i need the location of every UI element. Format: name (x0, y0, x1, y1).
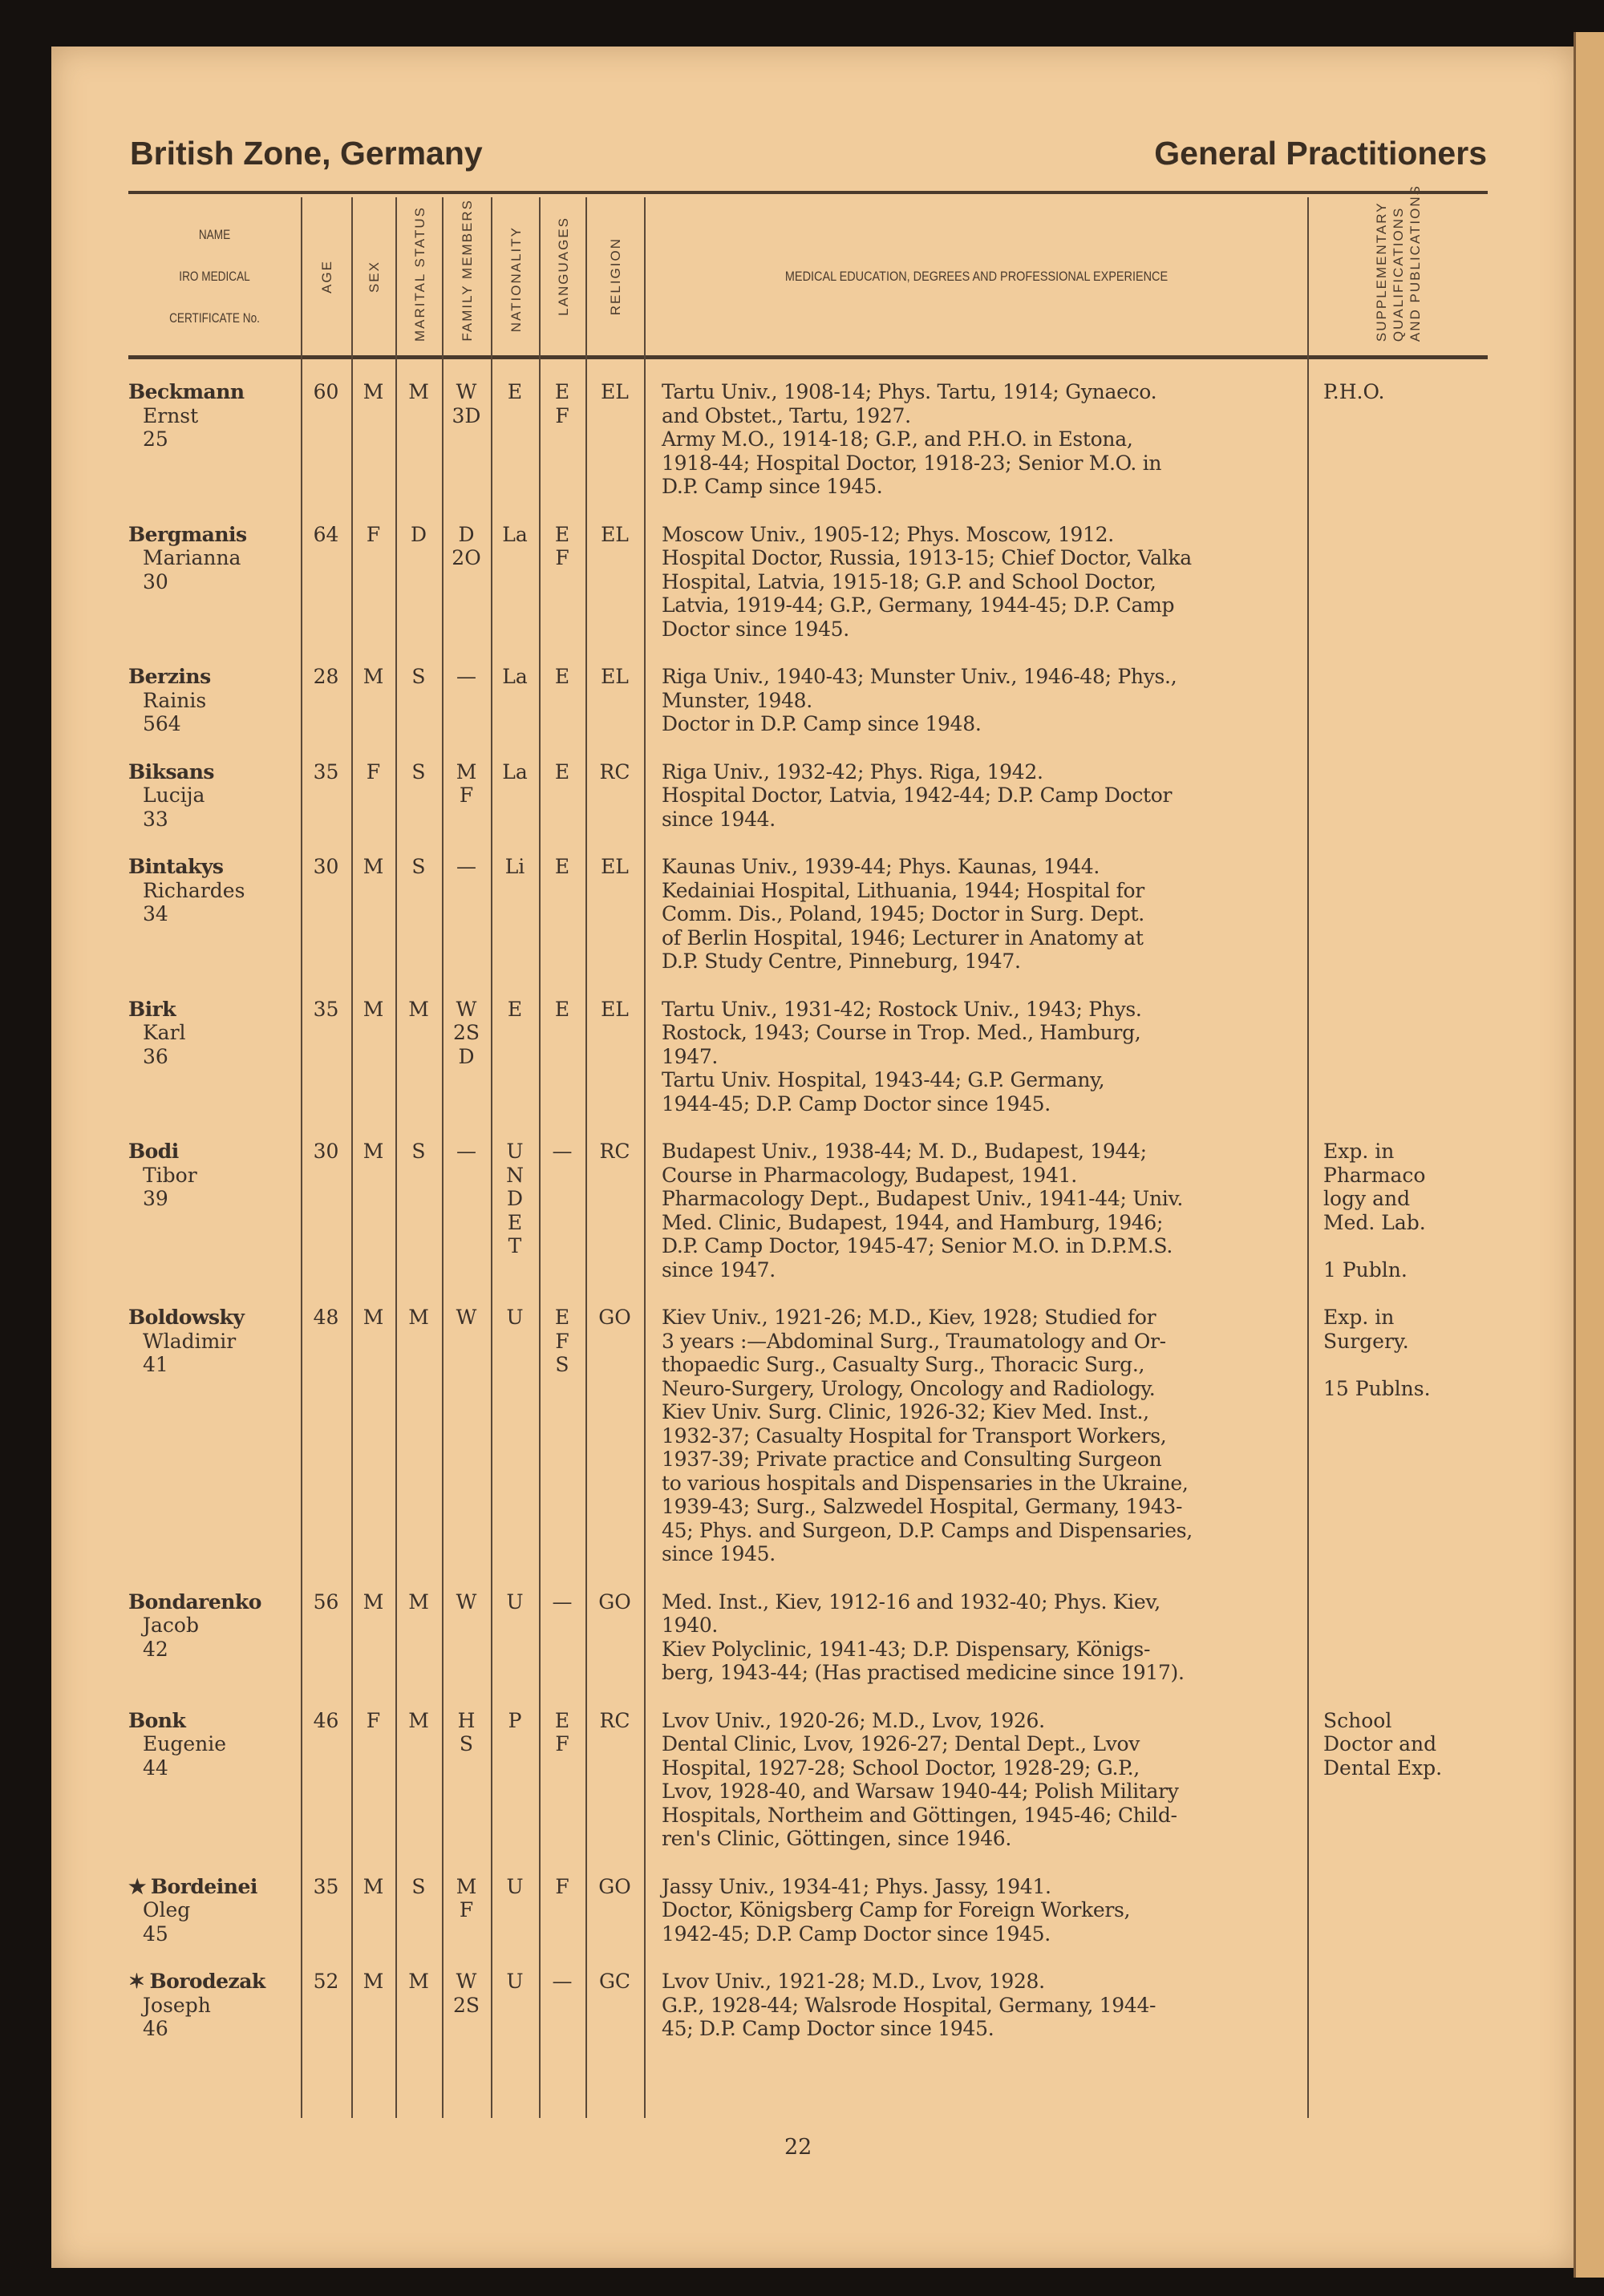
surname-text: Bonk (128, 1708, 186, 1732)
experience-line: since 1944. (662, 807, 776, 831)
column-header-name-line: CERTIFICATE No. (169, 310, 260, 326)
column-header-name (146, 197, 284, 356)
supplementary-cell: Exp. in Pharmaco logy and Med. Lab. 1 Publn. (1323, 1140, 1426, 1282)
religion-cell: GC (598, 1970, 631, 1993)
religion-cell: EL (601, 855, 629, 878)
name-cell (128, 760, 301, 832)
nationality-cell: P (508, 1708, 522, 1732)
experience-line: Army M.O., 1914-18; G.P., and P.H.O. in Estona, (662, 427, 1133, 451)
surname (128, 1590, 301, 1614)
marital-status-cell: M (408, 1306, 429, 1329)
experience-cell (644, 760, 1307, 832)
religion-cell: RC (599, 1708, 630, 1732)
name-cell (128, 1306, 301, 1566)
experience-line: Lvov Univ., 1921-28; M.D., Lvov, 1928. (662, 1970, 1045, 1993)
languages-cell: F (555, 1874, 569, 1898)
experience-cell (644, 1590, 1307, 1685)
sex-cell: M (363, 1140, 384, 1163)
experience-line: D.P. Study Centre, Pinneburg, 1947. (662, 950, 1021, 973)
certificate-number: 36 (143, 1044, 168, 1068)
surname (128, 998, 301, 1022)
experience-line: Dental Clinic, Lvov, 1926-27; Dental Dept., Lvov (662, 1732, 1140, 1755)
table-row (128, 998, 1488, 1140)
name-cell (128, 855, 301, 974)
marital-status-cell: S (411, 665, 426, 688)
table-row (128, 1875, 1488, 1970)
surname (128, 380, 301, 404)
experience-line: Tartu Univ., 1908-14; Phys. Tartu, 1914; Gynaeco. (662, 380, 1157, 403)
experience-line: D.P. Camp since 1945. (662, 475, 883, 498)
family-members-cell: D 2O (452, 522, 481, 569)
column-header-sex (353, 197, 395, 356)
experience-line: Hospital Doctor, Russia, 1913-15; Chief Doctor, Valka (662, 546, 1192, 569)
table-row (128, 1970, 1488, 2065)
certificate-number: 25 (143, 427, 168, 451)
experience-line: Comm. Dis., Poland, 1945; Doctor in Surg. Dept. (662, 902, 1144, 925)
family-members-cell: W 2S (452, 1970, 480, 2017)
family-members-cell: — (456, 855, 476, 878)
experience-line: 1940. (662, 1614, 719, 1637)
age-cell: 30 (313, 1140, 339, 1163)
sex-cell: M (363, 1970, 384, 1993)
nationality-cell: Li (504, 855, 525, 878)
supplementary-cell (1307, 760, 1488, 832)
column-header-religion (587, 197, 644, 356)
surname (128, 1970, 301, 1994)
table-row (128, 760, 1488, 856)
experience-line: Jassy Univ., 1934-41; Phys. Jassy, 1941. (662, 1874, 1051, 1898)
given-name: Tibor (143, 1163, 197, 1187)
top-rule (128, 191, 1488, 194)
column-header-languages (541, 197, 585, 356)
region-title: British Zone, Germany (130, 135, 483, 172)
experience-line: 1942-45; D.P. Camp Doctor since 1945. (662, 1921, 1051, 1946)
experience-line: since 1945. (662, 1542, 776, 1565)
sex-cell: M (363, 997, 384, 1021)
surname-text: Bordeinei (150, 1874, 257, 1898)
marital-status-cell: M (408, 1708, 429, 1732)
given-name: Eugenie (143, 1732, 227, 1755)
column-header-nationality-label: NATIONALITY (508, 225, 524, 332)
experience-line: Kiev Univ. Surg. Clinic, 1926-32; Kiev Med. Inst., (662, 1400, 1149, 1423)
languages-cell: E F (554, 1708, 570, 1755)
experience-line: Rostock, 1943; Course in Trop. Med., Hamburg, (662, 1021, 1141, 1044)
experience-line: 45; D.P. Camp Doctor since 1945. (662, 2017, 994, 2040)
experience-line: Doctor, Königsberg Camp for Foreign Workers, (662, 1898, 1131, 1921)
star-marker-icon: ★ (128, 1874, 146, 1898)
page-number: 22 (784, 2135, 812, 2160)
religion-cell: GO (598, 1589, 631, 1614)
nationality-cell: U (506, 1589, 524, 1614)
name-cell (128, 998, 301, 1116)
supplementary-cell: Exp. in Surgery. 15 Publns. (1323, 1306, 1431, 1400)
marital-status-cell: S (411, 1140, 426, 1163)
certificate-number: 564 (143, 712, 181, 735)
name-cell (128, 1590, 301, 1685)
languages-cell: — (552, 1140, 573, 1163)
table-row (128, 665, 1488, 760)
given-name: Oleg (143, 1898, 191, 1921)
experience-line: Hospitals, Northeim and Göttingen, 1945-46; Child- (662, 1803, 1177, 1827)
nationality-cell: U (506, 1874, 524, 1898)
column-header-supplementary-label: SUPPLEMENTARY QUALIFICATIONS AND PUBLICATIONS (1374, 184, 1423, 342)
sex-cell: M (363, 1874, 384, 1898)
experience-line: Doctor in D.P. Camp since 1948. (662, 712, 982, 735)
column-header-age (302, 197, 351, 356)
marital-status-cell: M (408, 997, 429, 1021)
surname (128, 523, 301, 547)
experience-line: 3 years :—Abdominal Surg., Traumatology and Or- (662, 1329, 1166, 1353)
experience-line: Kedainiai Hospital, Lithuania, 1944; Hospital for (662, 878, 1144, 902)
column-header-name-line: NAME (198, 227, 231, 242)
column-header-languages-label: LANGUAGES (555, 217, 571, 316)
column-header-education (695, 197, 1258, 356)
experience-cell (644, 1709, 1307, 1851)
experience-line: Hospital Doctor, Latvia, 1942-44; D.P. Camp Doctor (662, 784, 1173, 807)
experience-cell (644, 1875, 1307, 1946)
languages-cell: — (552, 1970, 573, 1993)
marital-status-cell: S (411, 855, 426, 878)
age-cell: 46 (313, 1708, 339, 1732)
certificate-number: 33 (143, 807, 168, 831)
nationality-cell: E (507, 380, 523, 403)
column-header-age-label: AGE (319, 260, 334, 294)
languages-cell: E (554, 665, 570, 688)
supplementary-cell (1307, 1590, 1488, 1685)
column-header-name-line: IRO MEDICAL (179, 269, 250, 284)
age-cell: 60 (313, 380, 339, 403)
column-header-family (444, 197, 491, 356)
religion-cell: RC (599, 1140, 630, 1163)
nationality-cell: U N D E T (506, 1140, 524, 1257)
sex-cell: M (363, 855, 384, 878)
name-cell (128, 1709, 301, 1851)
languages-cell: E (554, 759, 570, 784)
surname-text: Bodi (128, 1140, 179, 1163)
experience-line: ren's Clinic, Göttingen, since 1946. (662, 1827, 1012, 1850)
sex-cell: M (363, 380, 384, 403)
experience-line: 1939-43; Surg., Salzwedel Hospital, Germany, 1943- (662, 1495, 1183, 1518)
experience-line: Pharmacology Dept., Budapest Univ., 1941-44; Univ. (662, 1187, 1183, 1210)
languages-cell: E F (554, 522, 570, 569)
table-row (128, 855, 1488, 998)
sex-cell: M (363, 665, 384, 688)
experience-line: and Obstet., Tartu, 1927. (662, 403, 911, 427)
marital-status-cell: M (408, 380, 429, 403)
surname (128, 1709, 301, 1733)
given-name: Marianna (143, 546, 241, 569)
experience-line: Kiev Univ., 1921-26; M.D., Kiev, 1928; Studied for (662, 1306, 1156, 1329)
experience-line: Tartu Univ., 1931-42; Rostock Univ., 1943; Phys. (662, 997, 1142, 1021)
table-row (128, 1306, 1488, 1590)
religion-cell: EL (601, 997, 629, 1021)
experience-line: since 1947. (662, 1257, 776, 1282)
experience-line: Med. Inst., Kiev, 1912-16 and 1932-40; Phys. Kiev, (662, 1589, 1160, 1614)
experience-cell (644, 1970, 1307, 2041)
experience-cell (644, 665, 1307, 736)
experience-line: Riga Univ., 1932-42; Phys. Riga, 1942. (662, 759, 1043, 784)
column-header-marital-label: MARITAL STATUS (411, 205, 427, 342)
given-name: Jacob (143, 1614, 199, 1637)
religion-cell: EL (601, 665, 629, 688)
experience-line: 1918-44; Hospital Doctor, 1918-23; Senior M.O. in (662, 451, 1162, 475)
family-members-cell: — (456, 1140, 476, 1163)
experience-cell (644, 523, 1307, 642)
experience-cell (644, 1306, 1307, 1566)
given-name: Wladimir (143, 1329, 237, 1353)
given-name: Rainis (143, 688, 207, 712)
experience-line: thopaedic Surg., Casualty Surg., Thoracic Surg., (662, 1353, 1145, 1376)
supplementary-cell (1307, 1970, 1488, 2041)
nationality-cell: La (502, 665, 528, 688)
supplementary-cell (1307, 998, 1488, 1116)
family-members-cell: — (456, 665, 476, 688)
marital-status-cell: S (411, 759, 426, 784)
languages-cell: — (552, 1589, 573, 1614)
certificate-number: 44 (143, 1755, 168, 1780)
languages-cell: E F S (554, 1306, 570, 1376)
column-header-marital (397, 197, 442, 356)
experience-line: Tartu Univ. Hospital, 1943-44; G.P. Germany, (662, 1068, 1105, 1091)
experience-line: 1944-45; D.P. Camp Doctor since 1945. (662, 1091, 1051, 1116)
name-cell (128, 1875, 301, 1946)
nationality-cell: E (507, 997, 523, 1021)
experience-line: to various hospitals and Dispensaries in the Ukraine, (662, 1471, 1189, 1495)
marital-status-cell: S (411, 1874, 426, 1898)
sex-cell: F (366, 1708, 381, 1732)
experience-line: Course in Pharmacology, Budapest, 1941. (662, 1163, 1077, 1187)
nationality-cell: La (502, 522, 528, 546)
surname-text: Bondarenko (128, 1589, 261, 1614)
experience-line: 1947. (662, 1044, 719, 1068)
experience-line: Budapest Univ., 1938-44; M. D., Budapest, 1944; (662, 1140, 1147, 1163)
experience-line: Neuro-Surgery, Urology, Oncology and Radiology. (662, 1376, 1156, 1400)
age-cell: 52 (313, 1970, 339, 1993)
experience-line: Lvov, 1928-40, and Warsaw 1940-44; Polish Military (662, 1780, 1179, 1803)
certificate-number: 34 (143, 902, 168, 925)
age-cell: 48 (313, 1306, 339, 1329)
certificate-number: 41 (143, 1353, 168, 1376)
name-cell (128, 523, 301, 642)
experience-cell (644, 855, 1307, 974)
name-cell (128, 1970, 301, 2041)
given-name: Richardes (143, 878, 245, 902)
religion-cell: EL (601, 522, 629, 546)
surname (128, 1306, 301, 1330)
column-header-sex-label: SEX (367, 260, 382, 294)
name-cell (128, 665, 301, 736)
supplementary-cell (1307, 1875, 1488, 1946)
surname (128, 665, 301, 689)
surname-text: Birk (128, 997, 176, 1021)
surname-text: Berzins (128, 665, 211, 688)
certificate-number: 42 (143, 1637, 168, 1661)
experience-line: Munster, 1948. (662, 688, 812, 712)
surname-text: Boldowsky (128, 1306, 245, 1329)
age-cell: 35 (313, 1874, 339, 1898)
name-cell (128, 380, 301, 499)
name-cell (128, 1140, 301, 1282)
family-members-cell: M F (456, 759, 477, 807)
given-name: Lucija (143, 784, 205, 807)
experience-line: berg, 1943-44; (Has practised medicine since 1917). (662, 1661, 1185, 1684)
experience-line: Lvov Univ., 1920-26; M.D., Lvov, 1926. (662, 1708, 1045, 1732)
table-row (128, 1590, 1488, 1709)
religion-cell: EL (601, 380, 629, 403)
marital-status-cell: M (408, 1970, 429, 1993)
nationality-cell: U (506, 1970, 524, 1993)
supplementary-cell (1307, 523, 1488, 642)
experience-cell (644, 380, 1307, 499)
surname-text: Borodezak (149, 1970, 265, 1993)
experience-cell (644, 998, 1307, 1116)
experience-line: of Berlin Hospital, 1946; Lecturer in Anatomy at (662, 925, 1144, 950)
experience-line: 1937-39; Private practice and Consulting Surgeon (662, 1448, 1162, 1471)
given-name: Joseph (143, 1993, 211, 2017)
sex-cell: M (363, 1306, 384, 1329)
family-members-cell: W (456, 1306, 477, 1329)
family-members-cell: W 3D (452, 380, 481, 427)
experience-line: Med. Clinic, Budapest, 1944, and Hamburg, 1946; (662, 1210, 1164, 1234)
given-name: Karl (143, 1021, 186, 1044)
marital-status-cell: D (410, 522, 427, 546)
certificate-number: 39 (143, 1187, 168, 1210)
column-header-religion-label: RELIGION (608, 237, 623, 316)
supplementary-cell (1307, 855, 1488, 974)
languages-cell: E (554, 997, 570, 1021)
certificate-number: 45 (143, 1921, 168, 1946)
supplementary-cell: School Doctor and Dental Exp. (1323, 1708, 1443, 1780)
sex-cell: M (363, 1589, 384, 1614)
surname-text: Beckmann (128, 380, 245, 403)
religion-cell: GO (598, 1306, 631, 1329)
nationality-cell: U (506, 1306, 524, 1329)
experience-line: Riga Univ., 1940-43; Munster Univ., 1946-48; Phys., (662, 665, 1177, 688)
experience-line: Kaunas Univ., 1939-44; Phys. Kaunas, 1944. (662, 855, 1100, 878)
experience-line: Moscow Univ., 1905-12; Phys. Moscow, 1912. (662, 522, 1114, 546)
surname (128, 1875, 301, 1899)
marital-status-cell: M (408, 1589, 429, 1614)
supplementary-cell (1307, 665, 1488, 736)
supplementary-cell: P.H.O. (1323, 380, 1385, 403)
sex-cell: F (366, 759, 381, 784)
certificate-number: 30 (143, 569, 168, 593)
languages-cell: E F (554, 380, 570, 427)
age-cell: 35 (313, 997, 339, 1021)
religion-cell: RC (599, 759, 630, 784)
experience-line: G.P., 1928-44; Walsrode Hospital, Germany, 1944- (662, 1993, 1156, 2017)
surname-text: Bintakys (128, 855, 224, 878)
surname (128, 1140, 301, 1164)
section-title: General Practitioners (1154, 135, 1487, 172)
experience-line: Doctor since 1945. (662, 617, 849, 641)
column-header-supplementary (1309, 184, 1488, 356)
column-header-education-label: MEDICAL EDUCATION, DEGREES AND PROFESSIONAL EXPERIENCE (784, 269, 1169, 284)
surname-text: Biksans (128, 759, 214, 784)
religion-cell: GO (598, 1874, 631, 1898)
table-row (128, 1140, 1488, 1306)
age-cell: 56 (313, 1589, 339, 1614)
practitioner-table (128, 380, 1488, 2065)
nationality-cell: La (502, 759, 528, 784)
column-header-nationality (492, 197, 539, 356)
adjacent-page-edge (1574, 32, 1604, 2278)
table-row (128, 1709, 1488, 1875)
age-cell: 35 (313, 759, 339, 784)
experience-line: D.P. Camp Doctor, 1945-47; Senior M.O. in D.P.M.S. (662, 1234, 1173, 1257)
family-members-cell: H S (457, 1708, 476, 1755)
family-members-cell: W 2S D (452, 997, 480, 1068)
languages-cell: E (554, 855, 570, 878)
star-marker-icon: ✶ (128, 1970, 145, 1993)
experience-line: 1932-37; Casualty Hospital for Transport Workers, (662, 1423, 1167, 1448)
surname (128, 855, 301, 879)
certificate-number: 46 (143, 2017, 168, 2040)
sex-cell: F (366, 522, 381, 546)
family-members-cell: M F (456, 1874, 477, 1921)
age-cell: 30 (313, 855, 339, 878)
age-cell: 28 (313, 665, 339, 688)
family-members-cell: W (456, 1589, 477, 1614)
given-name: Ernst (143, 403, 199, 427)
surname (128, 760, 301, 784)
table-row (128, 523, 1488, 666)
age-cell: 64 (313, 522, 339, 546)
experience-line: 45; Phys. and Surgeon, D.P. Camps and Dispensaries, (662, 1518, 1193, 1542)
experience-line: Hospital, 1927-28; School Doctor, 1928-29; G.P., (662, 1755, 1140, 1780)
column-header-family-label: FAMILY MEMBERS (460, 199, 475, 342)
experience-line: Hospital, Latvia, 1915-18; G.P. and School Doctor, (662, 569, 1156, 593)
table-row (128, 380, 1488, 523)
experience-line: Latvia, 1919-44; G.P., Germany, 1944-45; D.P. Camp (662, 593, 1175, 617)
experience-line: Kiev Polyclinic, 1941-43; D.P. Dispensary, Königs- (662, 1637, 1151, 1661)
experience-cell (644, 1140, 1307, 1282)
surname-text: Bergmanis (128, 522, 247, 546)
